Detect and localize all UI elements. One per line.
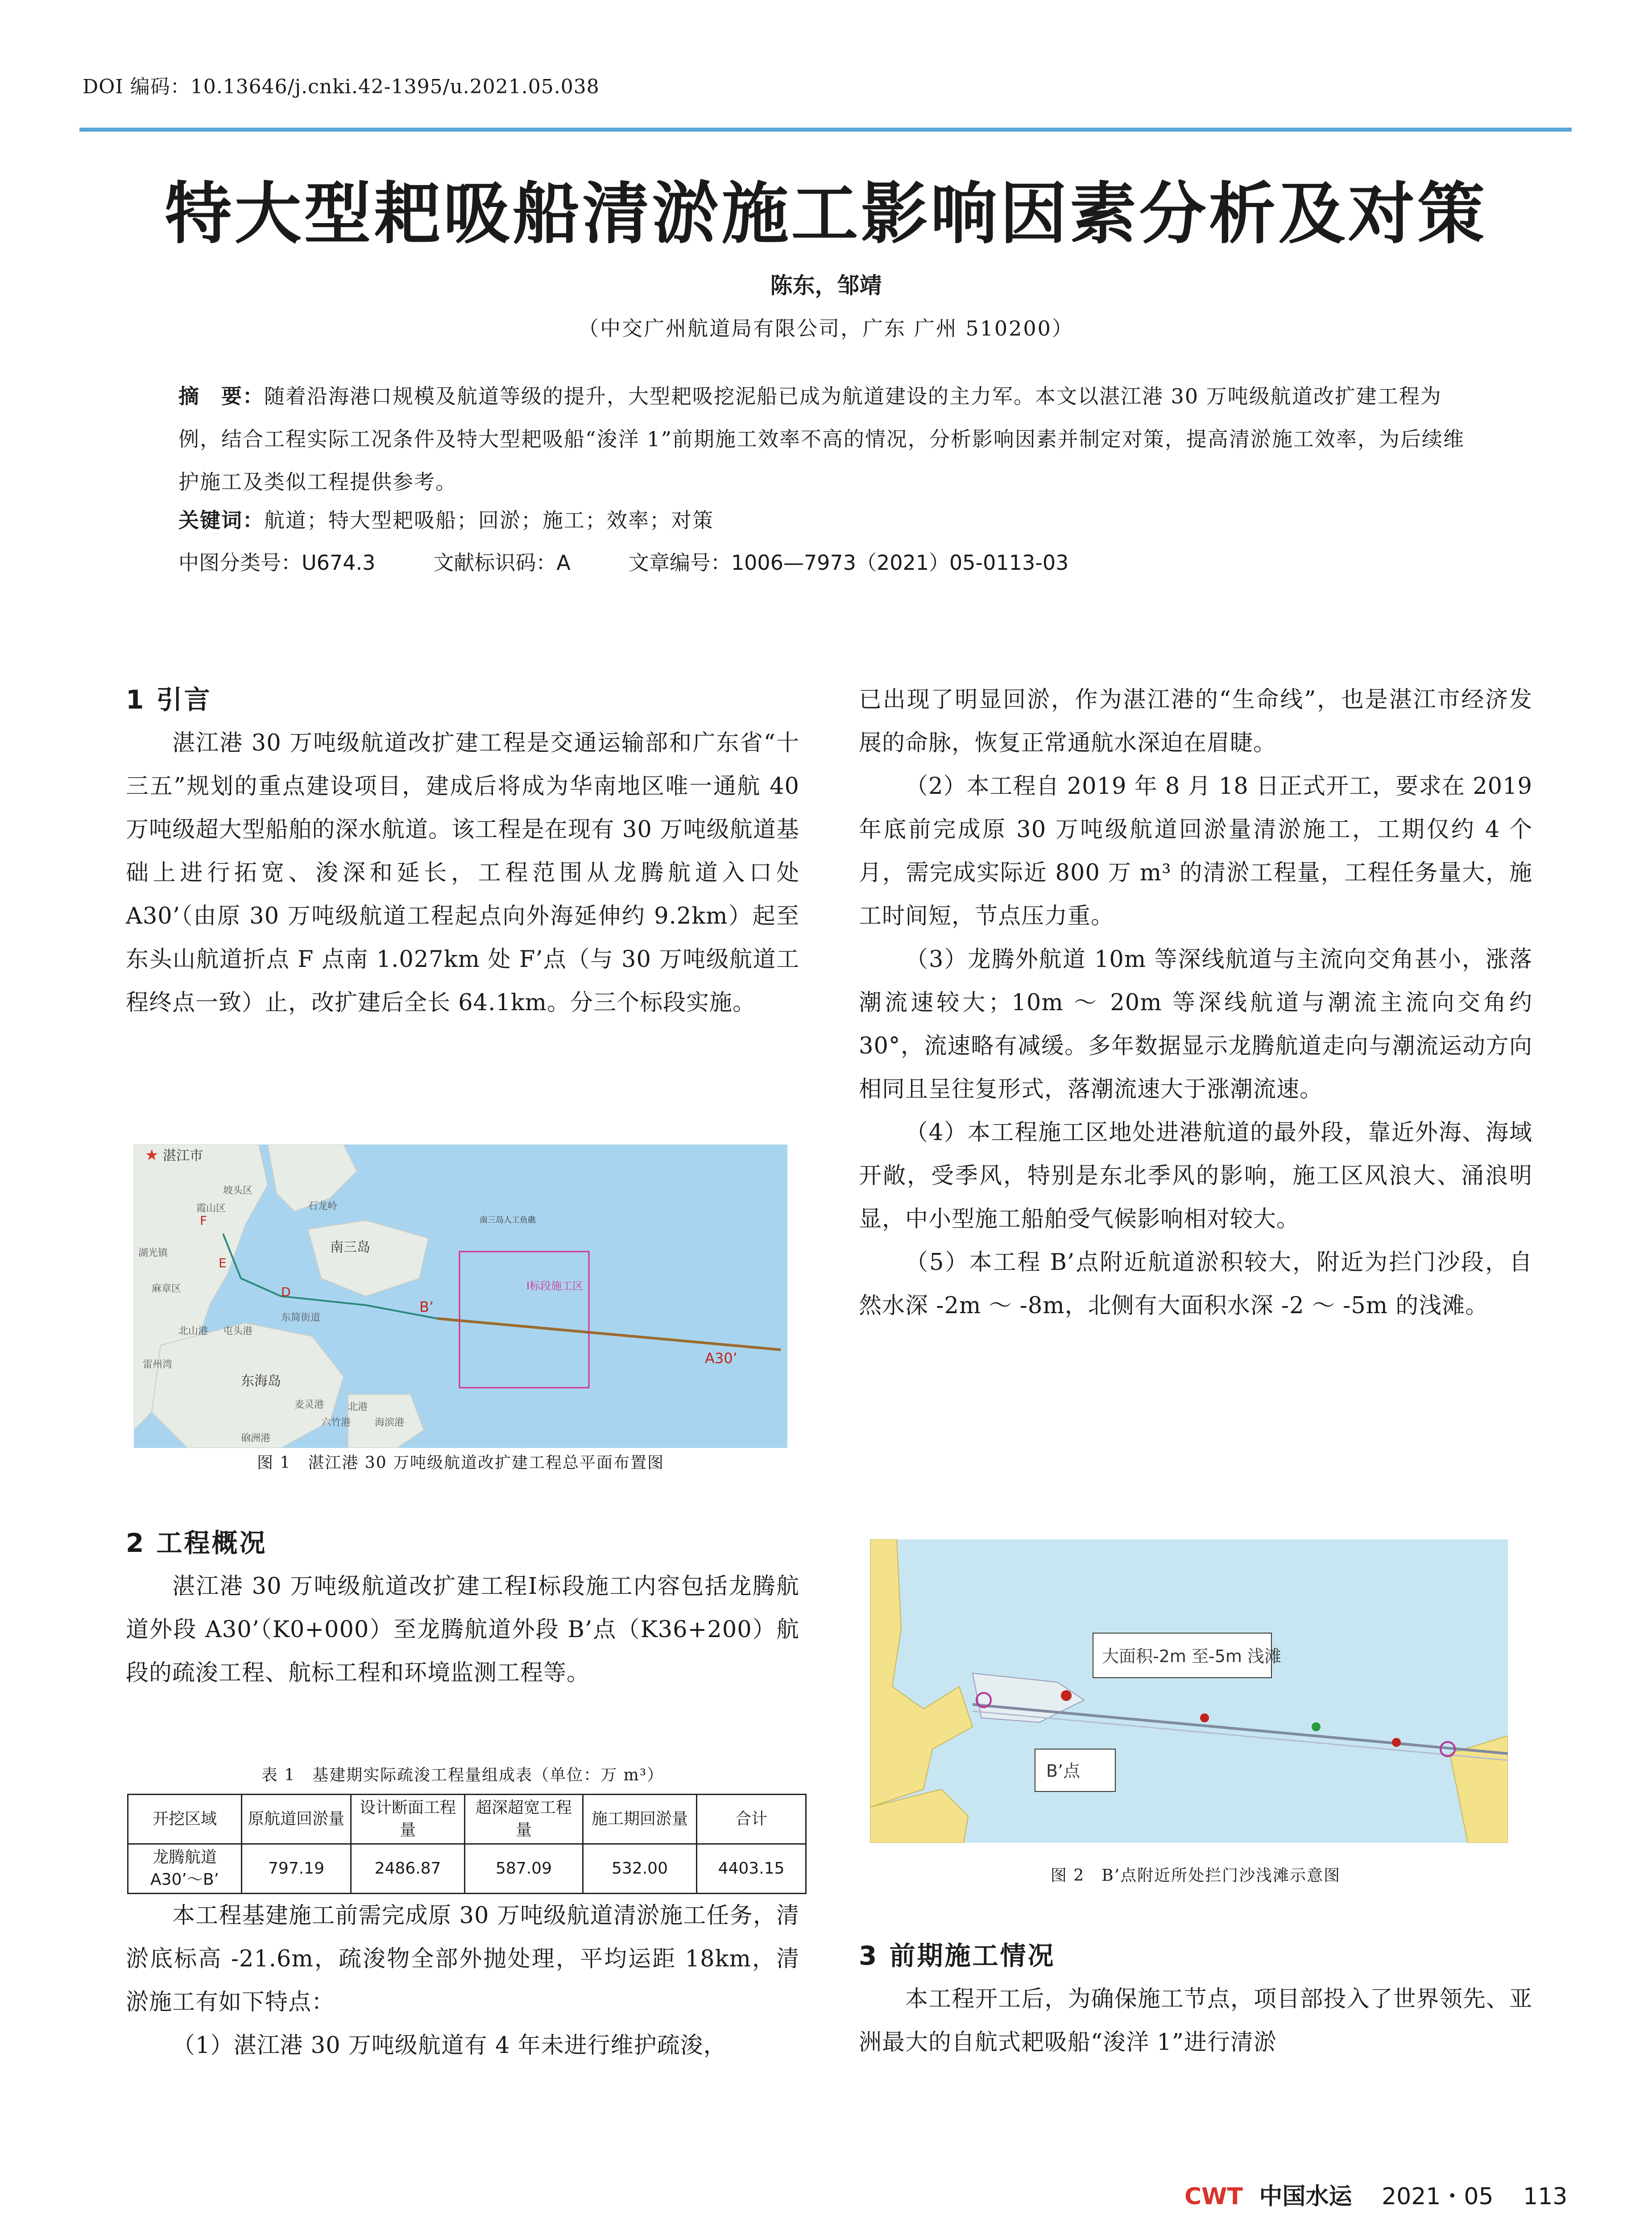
right-paragraph-4: （5）本工程 B’点附近航道淤积较大，附近为拦门沙段，自然水深 -2m ～ -8m，北侧有大面积水深 -2 ～ -5m 的浅滩。	[859, 1249, 1532, 1319]
map-label-pt-e: E	[219, 1256, 227, 1270]
map-label-place5: 屯头港	[223, 1326, 253, 1337]
abstract	[178, 375, 1481, 503]
table-header-cell: 施工期回淤量	[583, 1795, 697, 1844]
map-label-place15: 麦灵港	[294, 1399, 324, 1410]
footer-issue: 2021・05	[1382, 2183, 1494, 2210]
map-label-place3: 霞山区	[196, 1203, 226, 1214]
table-cell: 龙腾航道A30’～B’	[128, 1844, 242, 1894]
section-2-paragraph-2: 本工程基建施工前需完成原 30 万吨级航道清淤施工任务，清淤底标高 -21.6m，疏浚物全部外抛处理，平均运距 18km，清淤施工有如下特点：	[126, 1903, 799, 2015]
table-header-cell: 开挖区域	[128, 1795, 242, 1844]
figure-2-caption: 图 2 B’点附近所处拦门沙浅滩示意图	[1050, 1866, 1341, 1885]
footer-journal: 中国水运	[1259, 2183, 1352, 2210]
red-star-icon: ★	[145, 1146, 159, 1164]
abstract-label: 摘 要：	[178, 384, 264, 408]
map-label-place10: 海滨港	[375, 1417, 405, 1428]
affiliation: （中交广州航道局有限公司，广东 广州 510200）	[578, 316, 1074, 340]
right-paragraph-1: （2）本工程自 2019 年 8 月 18 日正式开工，要求在 2019 年底前完成原 30 万吨级航道回淤量清淤施工，工期仅约 4 个月，需完成实际近 800 万 m³ 的清淤工程量，工程任务量大，施工时间短，节点压力重。	[859, 773, 1532, 929]
map-label-pt-f: F	[200, 1213, 207, 1228]
figure-2-svg	[870, 1539, 1508, 1843]
map-label-place13: 麻章区	[152, 1283, 182, 1294]
right-paragraph-3: （4）本工程施工区地处进港航道的最外段，靠近外海、海域开敞，受季风，特别是东北季风的影响，施工区风浪大、涌浪明显，中小型施工船舶受气候影响相对较大。	[859, 1120, 1532, 1232]
map-label-place2: 坡头区	[223, 1185, 253, 1196]
buoy-marker	[1312, 1722, 1321, 1731]
figure-1-svg	[134, 1145, 787, 1448]
authors: 陈东，邹靖	[770, 273, 882, 299]
keywords	[178, 504, 714, 534]
map-label-bprime: B’	[419, 1298, 434, 1315]
section-3-heading: 3 前期施工情况	[859, 1941, 1056, 1971]
doi: DOI 编码：10.13646/j.cnki.42-1395/u.2021.05.038	[83, 75, 600, 98]
table-1-caption: 表 1 基建期实际疏浚工程量组成表（单位：万 m³）	[261, 1766, 664, 1784]
table-row	[128, 1844, 806, 1894]
section-2-paragraph-1: 湛江港 30 万吨级航道改扩建工程Ⅰ标段施工内容包括龙腾航道外段 A30’（K0+000）至龙腾航道外段 B’点（K36+200）航段的疏浚工程、航标工程和环境监测工程等。	[126, 1573, 799, 1686]
doc-code: 文献标识码：A	[433, 551, 571, 575]
map-label-place14: 南三岛人工鱼礁	[480, 1215, 536, 1225]
header-rule	[79, 128, 1572, 132]
section-2-heading: 2 工程概况	[126, 1528, 267, 1558]
right-paragraph-0: 已出现了明显回淤，作为湛江港的“生命线”，也是湛江市经济发展的命脉，恢复正常通航水深迫在眉睫。	[859, 687, 1532, 756]
figure-2-chart	[870, 1539, 1508, 1843]
section-3-paragraph-1: 本工程开工后，为确保施工节点，项目部投入了世界领先、亚洲最大的自航式耙吸船“浚洋 1”进行清淤	[859, 1986, 1532, 2056]
map-label-pt-d: D	[281, 1285, 291, 1299]
map-label-place11: 湖光镇	[138, 1248, 168, 1259]
chart-sea	[870, 1539, 1508, 1843]
map-label-place7: 雷州湾	[143, 1359, 173, 1370]
map-label-island1: 南三岛	[330, 1240, 370, 1255]
section-2-paragraph-3: （1）湛江港 30 万吨级航道有 4 年未进行维护疏浚，	[172, 2032, 727, 2059]
shoal-label: 大面积-2m 至-5m 浅滩	[1102, 1646, 1281, 1666]
page-number: 113	[1523, 2183, 1568, 2210]
buoy-marker	[1061, 1690, 1072, 1701]
table-header-row	[128, 1795, 806, 1844]
figure-1-map	[134, 1145, 787, 1448]
map-label-place16: 硇洲港	[241, 1433, 271, 1444]
map-label-a30: A30’	[705, 1350, 737, 1367]
map-label-place1: 石龙岭	[308, 1201, 338, 1212]
map-label-place12: 东简街道	[281, 1312, 321, 1323]
bprime-label: B’点	[1046, 1761, 1081, 1781]
map-label-place9: 六竹港	[321, 1417, 351, 1428]
buoy-marker	[1200, 1713, 1209, 1722]
table-cell: 532.00	[583, 1844, 697, 1894]
footer-brand: CWT	[1184, 2183, 1243, 2210]
table-header-cell: 设计断面工程量	[351, 1795, 465, 1844]
figure-1-caption: 图 1 湛江港 30 万吨级航道改扩建工程总平面布置图	[257, 1454, 665, 1472]
right-paragraph-2: （3）龙腾外航道 10m 等深线航道与主流向交角甚小，涨落潮流速较大；10m ～ 20m 等深线航道与潮流主流向交角约 30°，流速略有减缓。多年数据显示龙腾航道走向与潮流运动方向相同且呈往复形式，落潮流速大于涨潮流速。	[859, 946, 1532, 1103]
right-column-section-3	[859, 1934, 1532, 2064]
map-label-island2: 东海岛	[241, 1373, 281, 1389]
table-1-grid	[127, 1794, 807, 1894]
map-label-place4: 北山港	[178, 1326, 208, 1337]
table-cell: 797.19	[242, 1844, 351, 1894]
map-label-place8: 北港	[348, 1402, 368, 1413]
table-cell: 587.09	[465, 1844, 583, 1894]
classification	[178, 547, 1126, 576]
keywords-label: 关键词：	[178, 508, 264, 532]
keywords-text: 航道；特大型耙吸船；回淤；施工；效率；对策	[264, 508, 714, 532]
clc-number: 中图分类号：U674.3	[178, 551, 376, 575]
section-1-heading: 1 引言	[126, 684, 212, 715]
abstract-text: 随着沿海港口规模及航道等级的提升，大型耙吸挖泥船已成为航道建设的主力军。本文以湛江港 30 万吨级航道改扩建工程为例，结合工程实际工况条件及特大型耙吸船“浚洋 1”前期施工效率不高的情况，分析影响因素并制定对策，提高清淤施工效率，为后续维护施工及类似工程提供参考。	[178, 384, 1465, 494]
paper-title: 特大型耙吸船清淤施工影响因素分析及对策	[165, 175, 1487, 253]
table-header-cell: 原航道回淤量	[242, 1795, 351, 1844]
table-header-cell: 合计	[697, 1795, 806, 1844]
table-cell: 2486.87	[351, 1844, 465, 1894]
article-number: 文章编号：1006—7973（2021）05-0113-03	[628, 551, 1069, 575]
map-label-section: Ⅰ标段施工区	[526, 1280, 584, 1292]
section-1-paragraph: 湛江港 30 万吨级航道改扩建工程是交通运输部和广东省“十三五”规划的重点建设项目，建成后将成为华南地区唯一通航 40 万吨级超大型船舶的深水航道。该工程是在现有 30 万吨级航道基础上进行拓宽、浚深和延长，工程范围从龙腾航道入口处 A30’（由原 30 万吨级航道工程起点向外海延伸约 9.2km）起至东头山航道折点 F 点南 1.027km 处 F’点（与 30 万吨级航道工程终点一致）止，改扩建后全长 64.1km。分三个标段实施。	[126, 730, 799, 1016]
buoy-marker	[1392, 1738, 1401, 1747]
left-column-section-2	[126, 1522, 799, 1695]
table-cell: 4403.15	[697, 1844, 806, 1894]
left-column-bottom	[126, 1894, 799, 2067]
table-header-cell: 超深超宽工程量	[465, 1795, 583, 1844]
footer	[1184, 2177, 1567, 2211]
map-label-city: 湛江市	[163, 1148, 203, 1164]
left-column	[126, 678, 799, 1024]
right-column	[859, 678, 1532, 1327]
table-1	[127, 1794, 807, 1894]
